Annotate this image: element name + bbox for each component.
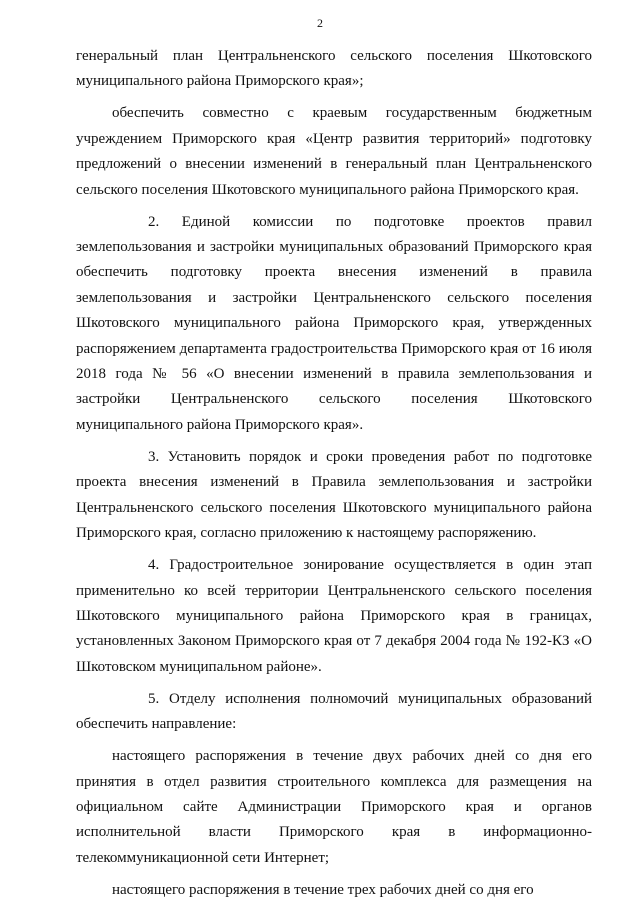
paragraph-send-three-days (76, 878, 592, 903)
paragraph-text: генеральный план Центральненского сельского поселения Шкотовского муниципального района Приморского края»; (76, 48, 592, 90)
paragraph-text: настоящего распоряжения в течение двух рабочих дней со дня его принятия в отдел развития строительного комплекса для размещения на официальном сайте Администрации Приморского края и органов исполнительной власти Приморского края в информационно-телекоммуникационной сети Интернет; (76, 748, 592, 866)
paragraph-item-3 (76, 445, 592, 547)
paragraph-number: 3. (148, 448, 160, 465)
paragraph-text: Отделу исполнения полномочий муниципальных образований обеспечить направление: (76, 690, 593, 733)
paragraph-text: настоящего распоряжения в течение трех рабочих дней со дня его (112, 881, 534, 898)
paragraph-send-two-days (76, 744, 592, 871)
paragraph-item-2 (76, 210, 592, 439)
paragraph-item-4 (76, 553, 592, 680)
paragraph-number: 5. (148, 690, 160, 707)
paragraph-number: 4. (148, 557, 160, 574)
paragraph-text: обеспечить совместно с краевым государственным бюджетным учреждением Приморского края «Центр развития территорий» подготовку предложений о внесении изменений в генеральный план Центральненского сельского поселения Шкотовского муниципального района Приморского края. (76, 105, 592, 198)
paragraph-continuation (76, 44, 592, 95)
paragraph-item-5 (76, 687, 592, 738)
paragraph-text: Установить порядок и сроки проведения работ по подготовке проекта внесения изменений в Правила землепользования и застройки Центральненского сельского поселения Шкотовского муниципального района Приморского края, согласно приложению к настоящему распоряжению. (76, 448, 593, 542)
page-number: 2 (317, 16, 323, 30)
paragraph-text: Градостроительное зонирование осуществляется в один этап применительно ко всей территории Центральненского сельского поселения Шкотовского муниципального района Приморского края в границах, установленных Законом Приморского края от 7 декабря 2004 года № 192-КЗ «О Шкотовском муниципальном районе». (76, 557, 592, 675)
paragraph-text: Единой комиссии по подготовке проектов правил землепользования и застройки муниципальных образований Приморского края обеспечить подготовку проекта внесения изменений в правила землепользования и застройки Центральненского сельского поселения Шкотовского муниципального района Приморского края, утвержденных распоряжением департамента градостроительства Приморского края от 16 июля 2018 года № 56 «О внесении изменений в правила землепользования и застройки Центральненского сельского поселения Шкотовского муниципального района Приморского края». (76, 213, 592, 433)
paragraph-provide-proposals (76, 101, 592, 203)
document-body (76, 44, 592, 910)
paragraph-number: 2. (148, 213, 160, 230)
